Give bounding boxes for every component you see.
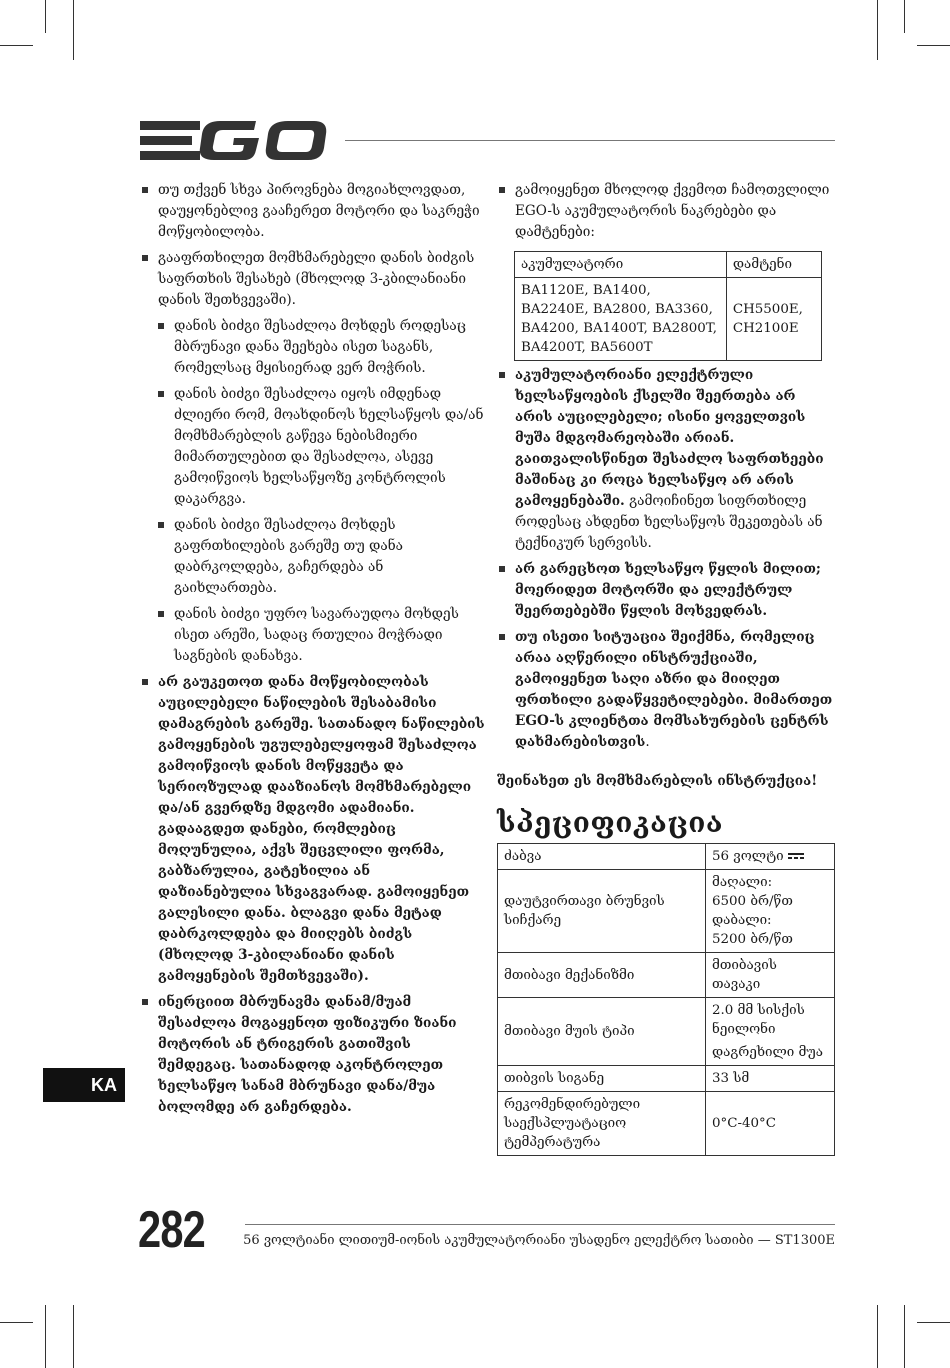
spec-title: სპეციფიკაცია xyxy=(497,806,724,839)
spec-value: 33 სმ xyxy=(706,1066,835,1092)
list-item xyxy=(497,180,837,243)
speed-high-label: მაღალი: xyxy=(712,875,773,890)
list-item xyxy=(140,992,485,1118)
spec-label: ძაბვა xyxy=(498,844,706,870)
bullet-icon xyxy=(499,372,505,378)
bullet-icon xyxy=(142,999,148,1005)
bullet-icon xyxy=(499,566,505,572)
page-number: 282 xyxy=(138,1201,206,1259)
crop-mark xyxy=(904,1305,905,1368)
table-row xyxy=(498,844,835,870)
bullet-icon xyxy=(142,679,148,685)
sub-list-item xyxy=(156,384,485,510)
spec-label: მთიბავი მუის ტიპი xyxy=(498,998,706,1066)
bullet-icon xyxy=(142,255,148,261)
line-value-1: 2.0 მმ სისქის ნეილონი xyxy=(712,1003,805,1037)
item-text: არ გაუკეთოთ დანა მოწყობილობას აუცილებელი ნაწილების შესაბამისი დამაგრების გარეშე. სათანადო ნაწილების გამოყენების უგულებელყოფამ შესაძლოა გამოიწვიოს დანის მოწყვეტა და სერიოზულად დააზიანოს მომხმარებელი და/ან გვერდზე მდგომი ადამიანი. გადააგდეთ დანები, რომლებიც მოღუნულია, აქვს შეცვლილი ფორმა, გაბზარულია, გატეხილია ან დაზიანებულია სხვაგვარად. გამოიყენეთ გალესილი დანა. ბლაგვი დანა მეტად დაბრკოლდება და მიიღებს ბიძგს (მხოლოდ 3-კბილანიანი დანის გამოყენების შემთხვევაში). xyxy=(158,674,485,984)
bullet-icon xyxy=(499,187,505,193)
table-header-charger: დამტენი xyxy=(726,252,821,278)
item-text: ინერციით მბრუნავმა დანამ/მუამ შესაძლოა მოგაყენოთ ფიზიკური ზიანი მოტორის ან ტრიგერის გათიშვის შემდეგაც. სათანადოდ აკონტროლეთ ხელსაწყო სანამ მბრუნავი დანა/მუა ბოლომდე არ გაჩერდება. xyxy=(158,994,457,1115)
table-row xyxy=(498,870,835,953)
list-item xyxy=(140,248,485,311)
spec-value: 0°C-40°C xyxy=(706,1092,835,1156)
header-rule xyxy=(345,140,835,141)
crop-mark xyxy=(877,1305,878,1368)
battery-charger-table xyxy=(514,251,822,361)
item-text-bold: აკუმულატორიანი ელექტრული ხელსაწყოების ქსელში შეერთება არ არის აუცილებელი; ისინი ყოველთვის მუშა მდგომარეობაში არიან. გაითვალისწინეთ შესაძლო საფრთხეები მაშინაც კი როცა ხელსაწყო არ არის გამოყენებაში. xyxy=(515,367,824,509)
item-text-bold: თუ ისეთი სიტუაცია შეიქმნა, რომელიც არაა აღწერილი ინსტრუქციაში, გამოიყენეთ საღი აზრი და მიიღეთ ფრთხილი გადაწყვეტილებები. მიმართეთ EGO-ს კლიენტთა მომსახურების ცენტრს დახმარებისთვის xyxy=(515,629,833,750)
bullet-icon xyxy=(499,634,505,640)
spec-label: რეკომენდირებული საექსპლუატაციო ტემპერატურა xyxy=(498,1092,706,1156)
table-row xyxy=(498,1066,835,1092)
sub-list-item xyxy=(156,515,485,599)
item-text: დანის ბიძგი შესაძლოა იყოს იმდენად ძლიერი რომ, მოახდინოს ხელსაწყოს და/ან მომხმარებლის გაწევა ნებისმიერი მიმართულებით და შესაძლოა, ასევე გამოიწვიოს ხელსაწყოზე კონტროლის დაკარგვა. xyxy=(174,386,484,507)
crop-mark xyxy=(45,0,46,33)
crop-mark xyxy=(45,1305,46,1368)
table-row xyxy=(498,998,835,1066)
sub-list-item xyxy=(156,316,485,379)
list-item xyxy=(497,627,837,753)
crop-mark xyxy=(917,1322,950,1323)
item-text: გააფრთხილეთ მომხმარებელი დანის ბიძგის საფრთხის შესახებ (მხოლოდ 3-კბილანიანი დანის შეთხვევაში). xyxy=(158,250,475,308)
crop-mark xyxy=(0,1322,33,1323)
ego-logo xyxy=(138,118,328,164)
speed-high-value: 6500 ბრ/წთ xyxy=(712,894,793,909)
crop-mark xyxy=(917,45,950,46)
dc-symbol-icon xyxy=(788,853,804,860)
charger-models-cell: CH5500E, CH2100E xyxy=(726,278,821,361)
item-text: დანის ბიძგი შესაძლოა მოხდეს როდესაც მბრუნავი დანა შეეხება ისეთ საგანს, რომელსაც მყისიერად ვერ მოჭრის. xyxy=(174,318,466,376)
crop-mark xyxy=(73,0,74,60)
speed-low-value: 5200 ბრ/წთ xyxy=(712,932,793,947)
spec-value xyxy=(706,870,835,953)
bullet-icon xyxy=(158,611,164,617)
language-badge: KA xyxy=(43,1068,125,1102)
line-value-2: დაგრეხილი მუა xyxy=(712,1045,823,1060)
footer-text: 56 ვოლტიანი ლითიუმ-იონის აკუმულატორიანი უსადენო ელექტრო სათიბი — ST1300E xyxy=(243,1233,835,1248)
spec-label: მთიბავი მექანიზმი xyxy=(498,953,706,998)
list-item xyxy=(497,365,837,554)
table-row xyxy=(498,1092,835,1156)
spec-label: თიბვის სიგანე xyxy=(498,1066,706,1092)
item-text: დანის ბიძგი უფრო სავარაუდოა მოხდეს ისეთ არეში, სადაც რთულია მოჭრადი საგნების დანახვა. xyxy=(174,606,459,664)
crop-mark xyxy=(0,45,33,46)
bullet-icon xyxy=(158,323,164,329)
list-item xyxy=(140,672,485,987)
right-column xyxy=(497,180,837,1156)
item-text: დანის ბიძგი შესაძლოა მოხდეს გაფრთხილების გარეშე თუ დანა დაბრკოლდება, გაჩერდება ან გაიხლართება. xyxy=(174,517,404,596)
item-text: არ გარეცხოთ ხელსაწყო წყლის მილით; მოერიდეთ მოტორში და ელექტრულ შეერთებებში წყლის მოხვედრას. xyxy=(515,561,821,619)
left-column xyxy=(140,180,485,1123)
battery-models-cell: BA1120E, BA1400, BA2240E, BA2800, BA3360, BA4200, BA1400T, BA2800T, BA4200T, BA5600T xyxy=(515,278,727,361)
bullet-icon xyxy=(142,187,148,193)
table-header-battery: აკუმულატორი xyxy=(515,252,727,278)
save-instructions-note: შეინახეთ ეს მომხმარებლის ინსტრუქცია! xyxy=(497,773,818,789)
spec-value xyxy=(706,998,835,1066)
spec-value: მთიბავის თავაკი xyxy=(706,953,835,998)
crop-mark xyxy=(73,1305,74,1368)
spec-label: დაუტვირთავი ბრუნვის სიჩქარე xyxy=(498,870,706,953)
table-row xyxy=(498,953,835,998)
sub-list-item xyxy=(156,604,485,667)
item-period: . xyxy=(645,734,650,750)
crop-mark xyxy=(877,0,878,60)
list-item xyxy=(497,559,837,622)
item-text: თუ თქვენ სხვა პიროვნება მოგიახლოვდათ, დაუყონებლივ გააჩერეთ მოტორი და საკრეჭი მოწყობილობა. xyxy=(158,182,480,240)
bullet-icon xyxy=(158,391,164,397)
spec-table xyxy=(497,843,835,1156)
spec-value xyxy=(706,844,835,870)
voltage-value: 56 ვოლტი xyxy=(712,849,784,864)
crop-mark xyxy=(904,0,905,33)
list-item xyxy=(140,180,485,243)
bullet-icon xyxy=(158,522,164,528)
footer-rule xyxy=(245,1224,835,1225)
item-text: გამოიჩინეთ სიფრთხილე როდესაც ახდენთ ხელსაწყოს შეკეთებას ან ტექნიკურ სერვისს. xyxy=(515,493,823,551)
item-text: გამოიყენეთ მხოლოდ ქვემოთ ჩამოთვლილი EGO-ს აკუმულატორის ნაკრებები და დამტენები: xyxy=(515,182,830,240)
speed-low-label: დაბალი: xyxy=(712,913,772,928)
